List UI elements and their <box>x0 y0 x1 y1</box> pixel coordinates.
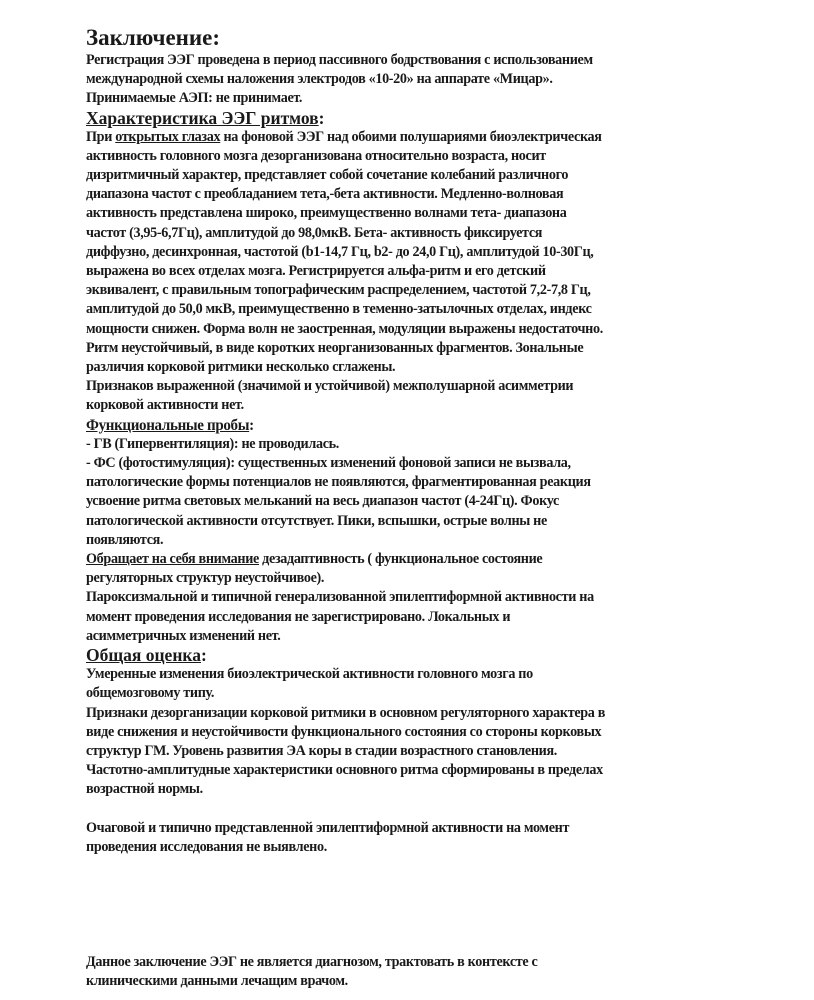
eeg-conclusion-document <box>86 26 746 992</box>
functional-line: регуляторных структур неустойчивое). <box>86 570 325 587</box>
spacer <box>86 800 746 819</box>
assessment-line: виде снижения и неустойчивости функционального состояния со стороны корковых <box>86 723 602 740</box>
intro-block <box>86 51 746 109</box>
disclaimer-line: Данное заключение ЭЭГ не является диагнозом, трактовать в контексте с <box>86 954 538 971</box>
text-fragment: дезадаптивность ( функциональное состояние <box>258 551 543 568</box>
functional-line: появляются. <box>86 531 164 548</box>
focal-line: проведения исследования не выявлено. <box>86 838 327 855</box>
focal-line: Очаговой и типично представленной эпилептиформной активности на момент <box>86 819 570 836</box>
functional-line: патологические формы потенциалов не появляются, фрагментированная реакция <box>86 474 591 491</box>
functional-heading <box>86 416 726 435</box>
functional-line: патологической активности отсутствует. Пики, вспышки, острые волны не <box>86 512 547 529</box>
functional-line: асимметричных изменений нет. <box>86 627 281 644</box>
rhythms-line: различия корковой ритмики несколько сглажены. <box>86 359 396 376</box>
functional-line: усвоение ритма световых мельканий на весь диапазон частот (4-24Гц). Фокус <box>86 493 559 510</box>
assessment-line: Признаки дезорганизации корковой ритмики в основном регуляторного характера в <box>86 704 606 721</box>
heading-colon: : <box>318 107 325 128</box>
rhythms-line: корковой активности нет. <box>86 397 244 414</box>
disclaimer-line: клиническими данными лечащим врачом. <box>86 973 348 990</box>
open-eyes-emphasis: открытых глазах <box>115 128 221 145</box>
rhythms-line: дизритмичный характер, представляет собой сочетание колебаний различного <box>86 167 569 184</box>
rhythms-heading-text: Характеристика ЭЭГ ритмов <box>86 107 319 128</box>
rhythms-line: Признаков выраженной (значимой и устойчивой) межполушарной асимметрии <box>86 378 574 395</box>
functional-line: - ФС (фотостимуляция): существенных изменений фоновой записи не вызвала, <box>86 455 571 472</box>
text-fragment: на фоновой ЭЭГ над обоими полушариями биоэлектрическая <box>220 128 602 145</box>
rhythms-line: Ритм неустойчивый, в виде коротких неорганизованных фрагментов. Зональные <box>86 339 584 356</box>
attention-emphasis: Обращает на себя внимание <box>86 551 259 568</box>
assessment-line: общемозговому типу. <box>86 685 215 702</box>
rhythms-line: эквивалент, с правильным топографическим распределением, частотой 7,2-7,8 Гц, <box>86 282 591 299</box>
functional-heading-text: Функциональные пробы <box>86 416 250 434</box>
rhythms-line: диффузно, десинхронная, частотой (b1-14,7 Гц, b2- до 24,0 Гц), амплитудой 10-30Гц, <box>86 243 594 260</box>
rhythms-line: активность представлена широко, преимущественно волнами тета- диапазона <box>86 205 567 222</box>
functional-line: - ГВ (Гипервентиляция): не проводилась. <box>86 435 339 452</box>
rhythms-line: активность головного мозга дезорганизована относительно возраста, носит <box>86 147 546 164</box>
assessment-block <box>86 665 746 857</box>
spacer <box>86 857 746 953</box>
assessment-line: возрастной нормы. <box>86 781 203 798</box>
functional-line: момент проведения исследования не зарегистрировано. Локальных и <box>86 608 511 625</box>
intro-line: Принимаемые АЭП: не принимает. <box>86 90 303 107</box>
rhythms-line: диапазона частот с преобладанием тета,-бета активности. Медленно-волновая <box>86 186 564 203</box>
intro-line: международной схемы наложения электродов «10-20» на аппарате «Мицар». <box>86 71 553 88</box>
rhythms-line: амплитудой до 50,0 мкВ, преимущественно в теменно-затылочных отделах, индекс <box>86 301 592 318</box>
rhythms-line: частот (3,95-6,7Гц), амплитудой до 98,0мкВ. Бета- активность фиксируется <box>86 224 543 241</box>
assessment-line: структур ГМ. Уровень развития ЭА коры в стадии возрастного становления. <box>86 742 557 759</box>
intro-line: Регистрация ЭЭГ проведена в период пассивного бодрствования с использованием <box>86 52 593 68</box>
rhythms-block <box>86 128 746 416</box>
assessment-heading-text: Общая оценка <box>86 645 201 666</box>
rhythms-heading <box>86 109 746 128</box>
document-title: Заключение: <box>86 25 221 50</box>
rhythms-line: мощности снижен. Форма волн не заостренная, модуляции выражены недостаточно. <box>86 320 603 337</box>
heading-colon: : <box>200 645 207 666</box>
heading-colon: : <box>249 416 254 434</box>
assessment-line: Умеренные изменения биоэлектрической активности головного мозга по <box>86 666 533 683</box>
attention-line <box>86 550 726 569</box>
functional-block <box>86 435 746 646</box>
rhythms-line: выражена во всех отделах мозга. Регистрируется альфа-ритм и его детский <box>86 263 546 280</box>
disclaimer-block <box>86 953 746 991</box>
rhythms-first-line <box>86 128 726 147</box>
assessment-heading <box>86 646 746 665</box>
functional-line: Пароксизмальной и типичной генерализованной эпилептиформной активности на <box>86 589 594 606</box>
assessment-line: Частотно-амплитудные характеристики основного ритма сформированы в пределах <box>86 762 603 779</box>
text-fragment: При <box>86 128 116 145</box>
